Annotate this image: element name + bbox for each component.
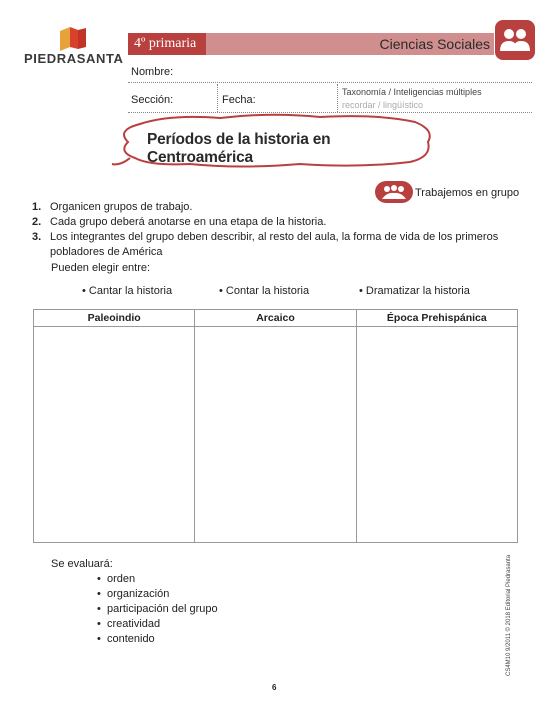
table-cell-paleoindio[interactable] [34, 327, 195, 543]
evaluation-item: • organización [97, 588, 170, 600]
column-header-prehispanica: Época Prehispánica [356, 310, 517, 327]
option-item: • Dramatizar la historia [359, 285, 470, 297]
evaluation-item: • creatividad [97, 618, 161, 630]
list-number: 1. [32, 201, 42, 213]
name-line[interactable] [128, 82, 532, 83]
evaluation-item: • contenido [97, 633, 155, 645]
list-text: Cada grupo deberá anotarse en una etapa de la historia. [50, 216, 327, 228]
copyright-note: CS4M10 9/2011 © 2018 Editorial Piedrasanta [506, 554, 512, 676]
evaluation-item-label: contenido [106, 633, 155, 645]
section-divider [217, 84, 218, 112]
option-label: Dramatizar la historia [365, 285, 470, 297]
subject-title: Ciencias Sociales [206, 33, 494, 55]
page-title: Períodos de la historia en Centroamérica [147, 131, 331, 166]
list-number: 2. [32, 216, 42, 228]
option-item: • Contar la historia [219, 285, 310, 297]
table-row [34, 327, 518, 543]
group-people-icon [495, 20, 535, 60]
grade-label: 4º primaria [128, 33, 206, 55]
table-cell-prehispanica[interactable] [356, 327, 517, 543]
list-text: Organicen grupos de trabajo. [50, 201, 193, 213]
name-label: Nombre: [131, 66, 174, 78]
option-label: Contar la historia [225, 285, 310, 297]
column-header-arcaico: Arcaico [195, 310, 356, 327]
list-number: 3. [32, 231, 42, 243]
section-label: Sección: [131, 94, 174, 106]
evaluation-item-label: participación del grupo [106, 603, 218, 615]
column-header-paleoindio: Paleoindio [34, 310, 195, 327]
option-label: Cantar la historia [88, 285, 173, 297]
history-periods-table [33, 309, 518, 543]
list-text: Los integrantes del grupo deben describir, al resto del aula, la forma de vida de los primeros [50, 231, 499, 243]
evaluation-item: • orden [97, 573, 136, 585]
table-header-row [34, 310, 518, 327]
evaluation-title: Se evaluará: [51, 558, 113, 570]
publisher-logo: PIEDRASANTA [24, 51, 124, 66]
taxonomy-value: recordar / lingüístico [342, 100, 424, 110]
date-divider [337, 84, 338, 112]
book-logo-icon [58, 27, 88, 51]
group-work-icon [375, 181, 413, 203]
option-item: • Cantar la historia [82, 285, 173, 297]
work-mode-label: Trabajemos en grupo [415, 187, 520, 199]
date-label: Fecha: [222, 94, 256, 106]
table-cell-arcaico[interactable] [195, 327, 356, 543]
evaluation-item-label: creatividad [106, 618, 161, 630]
list-text-continued: pobladores de América [50, 246, 163, 258]
evaluation-item-label: orden [106, 573, 136, 585]
choose-label: Pueden elegir entre: [51, 262, 151, 274]
page-number: 6 [272, 683, 277, 692]
taxonomy-label: Taxonomía / Inteligencias múltiples [342, 87, 482, 97]
evaluation-item: • participación del grupo [97, 603, 218, 615]
evaluation-item-label: organización [106, 588, 170, 600]
